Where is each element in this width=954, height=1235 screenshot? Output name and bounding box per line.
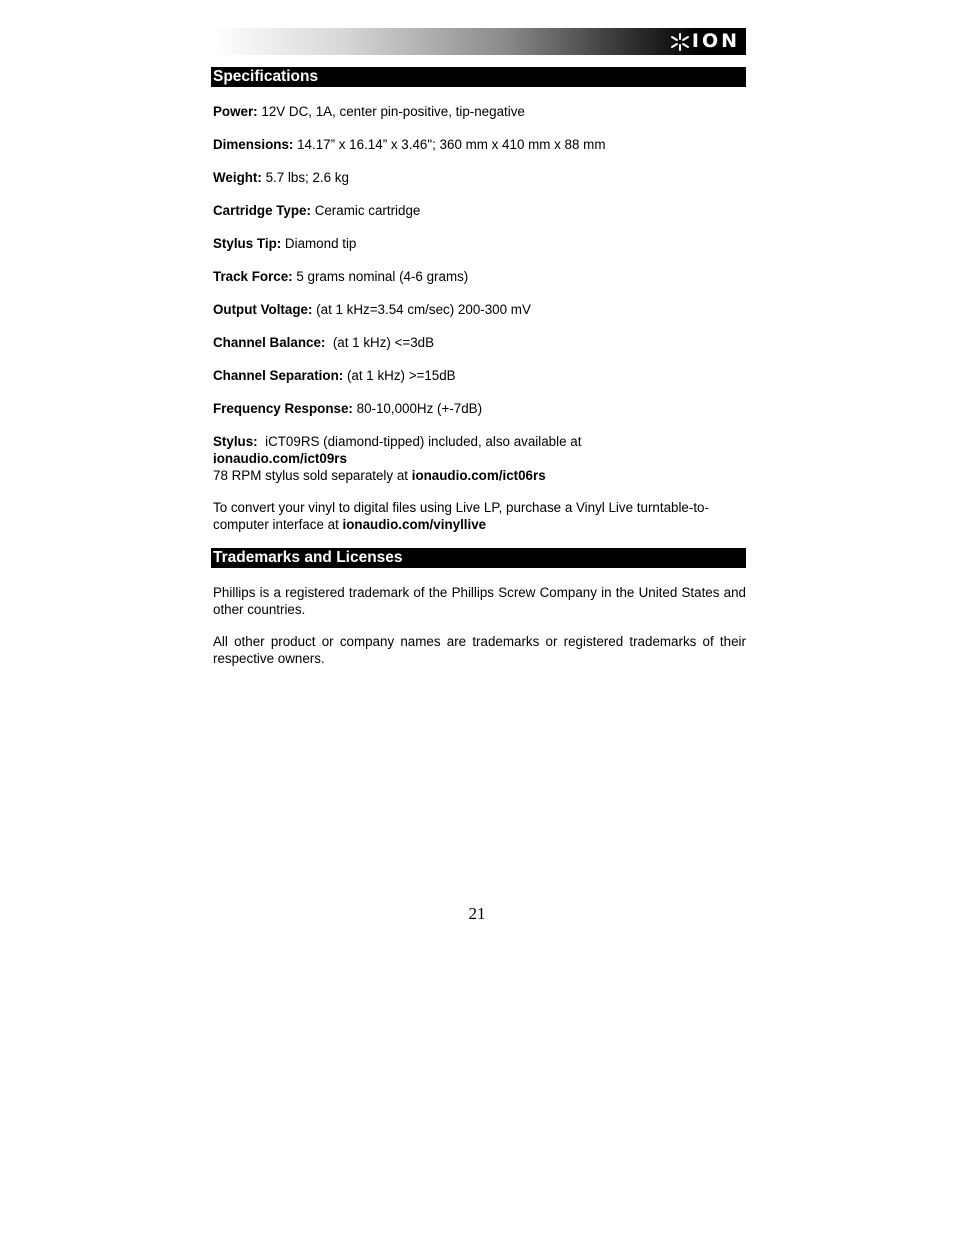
spec-value: Diamond tip [281, 236, 357, 251]
stylus-line-2 [213, 450, 581, 467]
spec-label: Output Voltage: [213, 302, 313, 317]
spec-value: (at 1 kHz) <=3dB [325, 335, 435, 350]
spec-output-voltage [213, 301, 531, 318]
stylus-link-ict06rs[interactable]: ionaudio.com/ict06rs [411, 468, 546, 483]
convert-paragraph [213, 499, 743, 533]
specifications-heading: Specifications [211, 67, 746, 87]
spec-stylus [213, 433, 581, 484]
spec-value: 12V DC, 1A, center pin-positive, tip-negative [257, 104, 525, 119]
spec-label: Track Force: [213, 269, 293, 284]
page-number: 21 [468, 904, 486, 923]
spec-value: 5.7 lbs; 2.6 kg [261, 170, 349, 185]
ion-logo [670, 31, 740, 52]
spec-label: Power: [213, 104, 258, 119]
spec-channel-separation [213, 367, 456, 384]
spec-value: 80-10,000Hz (+-7dB) [352, 401, 483, 416]
spec-label: Frequency Response: [213, 401, 353, 416]
logo-text: ION [691, 30, 740, 52]
spec-label: Stylus: [213, 434, 258, 449]
spec-value: 5 grams nominal (4-6 grams) [292, 269, 469, 284]
spec-label: Cartridge Type: [213, 203, 311, 218]
spec-label: Dimensions: [213, 137, 294, 152]
stylus-line-3 [213, 467, 581, 484]
spec-label: Stylus Tip: [213, 236, 282, 251]
spec-dimensions [213, 136, 605, 153]
spec-label: Weight: [213, 170, 262, 185]
trademarks-heading: Trademarks and Licenses [211, 548, 746, 568]
spec-cartridge-type [213, 202, 420, 219]
spec-track-force [213, 268, 468, 285]
spec-weight [213, 169, 349, 186]
spec-value: Ceramic cartridge [310, 203, 421, 218]
spec-value: (at 1 kHz=3.54 cm/sec) 200-300 mV [312, 302, 531, 317]
spec-stylus-tip [213, 235, 356, 252]
stylus-78rpm-text: 78 RPM stylus sold separately at [213, 468, 412, 483]
trademark-paragraph-2: All other product or company names are trademarks or registered trademarks of their respective owners. [213, 634, 746, 666]
spec-power [213, 103, 525, 120]
header-bar [213, 28, 746, 55]
convert-text: To convert your vinyl to digital files using Live LP, purchase a Vinyl Live turntable-to-computer interface at [213, 500, 709, 532]
spec-value: 14.17” x 16.14” x 3.46"; 360 mm x 410 mm x 88 mm [293, 137, 606, 152]
spec-label: Channel Separation: [213, 368, 344, 383]
stylus-link-ict09rs[interactable]: ionaudio.com/ict09rs [213, 451, 347, 466]
spec-value: (at 1 kHz) >=15dB [343, 368, 456, 383]
spec-frequency-response [213, 400, 482, 417]
spec-channel-balance [213, 334, 434, 351]
spec-value: iCT09RS (diamond-tipped) included, also available at [257, 434, 582, 449]
trademark-paragraph-1: Phillips is a registered trademark of the Phillips Screw Company in the United States and other countries. [213, 585, 746, 617]
spec-label: Channel Balance: [213, 335, 326, 350]
ion-star-icon [670, 33, 690, 51]
vinyllive-link[interactable]: ionaudio.com/vinyllive [342, 517, 487, 532]
stylus-line-1 [213, 433, 581, 450]
